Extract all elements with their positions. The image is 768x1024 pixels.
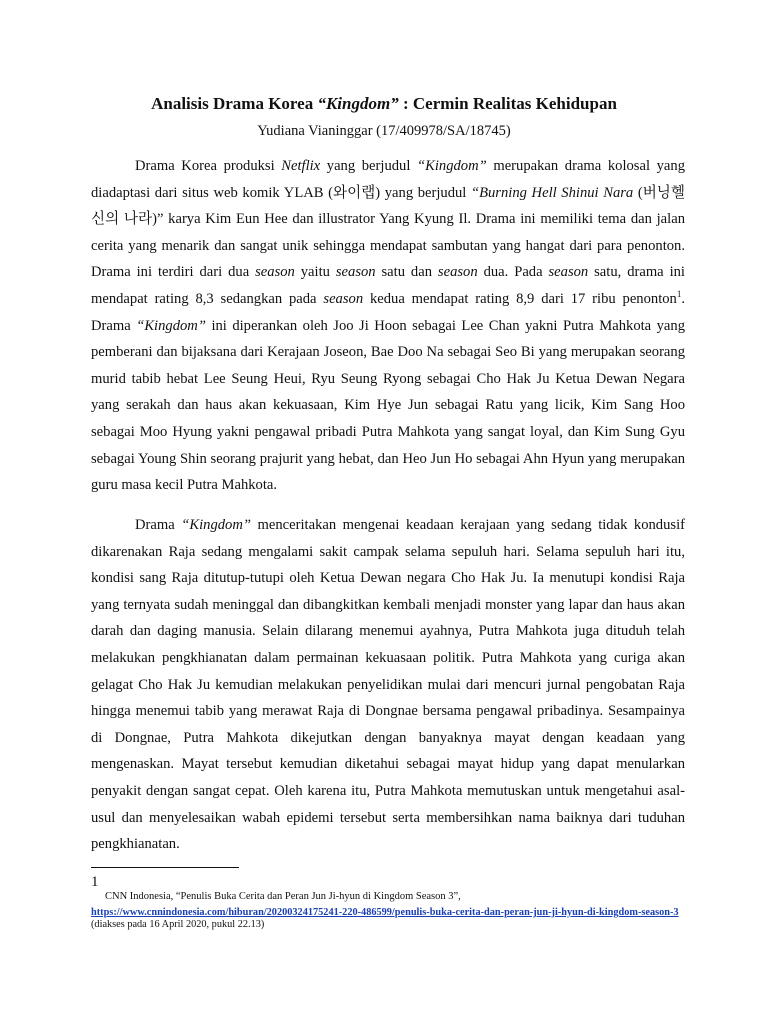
text-run: . Drama bbox=[91, 290, 685, 334]
author-line: Yudiana Vianinggar (17/409978/SA/18745) bbox=[257, 123, 511, 139]
text-run: ini diperankan oleh Joo Ji Hoon sebagai Lee Chan yakni Putra Mahkota yang pemberani dan bijaksana dari Kerajaan Joseon, Bae Doo Na sebagai Seo Bi yang merupakan seorang murid tabib hebat Lee Seung Heui, Ryu Seung Ryong sebagai Cho Hak Ju Ketua Dewan Negara yang serakah dan haus akan kekuasaan, Kim Hye Jun sebagai Ratu yang licik, Kim Sang Hoo sebagai Moo Hyung yakni pengawal pribadi Putra Mahkota yang sangat loyal, dan Kim Sung Gyu sebagai Young Shin seorang prajurit yang hebat, dan Heo Jun Ho sebagai Ahn Hyun yang merupakan guru masa kecil Putra Mahkota. bbox=[91, 317, 685, 494]
italic-run: season bbox=[335, 264, 376, 281]
text-run: yaitu bbox=[294, 264, 336, 281]
footnote-divider bbox=[91, 867, 239, 868]
title-italic: “Kingdom” bbox=[317, 94, 399, 113]
italic-run: season bbox=[255, 264, 295, 281]
paragraph-2 bbox=[91, 512, 685, 858]
footnote-source: CNN Indonesia, “Penulis Buka Cerita dan Peran Jun Ji-hyun di Kingdom Season 3”, bbox=[105, 891, 461, 902]
page-title bbox=[0, 93, 768, 115]
paragraph-1 bbox=[91, 153, 685, 499]
italic-run: “Burning Hell Shinui Nara bbox=[470, 184, 634, 201]
footnote-url-line bbox=[91, 907, 711, 919]
footnote-accessed: (diakses pada 16 April 2020, pukul 22.13) bbox=[91, 919, 265, 930]
italic-run: season bbox=[548, 264, 589, 281]
footnote-number: 1 bbox=[91, 874, 99, 890]
text-run: satu dan bbox=[375, 264, 438, 281]
text-run: kedua mendapat rating 8,9 dari 17 ribu penonton bbox=[363, 290, 677, 307]
italic-run: “Kingdom” bbox=[417, 158, 487, 174]
text-run: Drama bbox=[135, 517, 182, 533]
title-part1: Analisis Drama Korea bbox=[151, 94, 318, 113]
title-part2: : Cermin Realitas Kehidupan bbox=[398, 94, 617, 113]
text-run: yang berjudul bbox=[320, 158, 417, 174]
text-run: merupakan drama kolosal yang diadaptasi dari situs web komik YLAB (와이랩) yang berjudul bbox=[91, 158, 685, 201]
footnote-link[interactable]: https://www.cnnindonesia.com/hiburan/20200324175241-220-486599/penulis-buka-cerita-dan-peran-jun-ji-hyun-di-kingdom-season-3 bbox=[91, 907, 679, 918]
text-run: satu, drama ini mendapat rating 8,3 sedangkan pada bbox=[91, 264, 685, 307]
text-run: dua. Pada bbox=[477, 264, 549, 281]
italic-run: season bbox=[437, 264, 478, 281]
italic-run: “Kingdom” bbox=[136, 317, 206, 334]
italic-run: Netflix bbox=[281, 158, 321, 174]
italic-run: “Kingdom” bbox=[181, 517, 251, 533]
footnote-ref: 1 bbox=[676, 289, 682, 300]
text-run: menceritakan mengenai keadaan kerajaan yang sedang tidak kondusif dikarenakan Raja sedang mengalami sakit campak selama sepuluh hari. Selama sepuluh hari itu, kondisi sang Raja ditutup-tutupi oleh Ketua Dewan negara Cho Hak Ju. Ia menutupi kondisi Raja yang ternyata sudah meninggal dan dibangkitkan kembali menjadi monster yang lapar dan haus akan darah dan daging manusia. Selain dilarang menemui ayahnya, Putra Mahkota juga dituduh telah melakukan pengkhianatan dalam permainan kekuasaan politik. Putra Mahkota yang curiga akan gelagat Cho Hak Ju kemudian melakukan penyelidikan mulai dari mencuri jurnal pengobatan Raja hingga menemui tabib yang merawat Raja di Dongnae bersama pengawal pribadinya. Sesampainya di Dongnae, Putra Mahkota dikejutkan dengan banyaknya mayat dengan keadaan yang mengenaskan. Mayat tersebut kemudian diketahui sebagai mayat hidup yang dapat menularkan penyakit dengan sangat cepat. Oleh karena itu, Putra Mahkota memutuskan untuk mengetahui asal-usul dan menyelesaikan wabah epidemi tersebut serta membersihkan nama baiknya dari tuduhan pengkhianatan. bbox=[91, 517, 685, 853]
text-run: Drama Korea produksi bbox=[135, 158, 282, 174]
text-run: (버닝헬 신의 나라)” karya Kim Eun Hee dan illustrator Yang Kyung Il. Drama ini memiliki tema dan jalan cerita yang menarik dan sangat unik sehingga mendapat sambutan yang hangat dari para penonton. Drama ini terdiri dari dua bbox=[91, 184, 685, 281]
italic-run: season bbox=[323, 290, 364, 307]
